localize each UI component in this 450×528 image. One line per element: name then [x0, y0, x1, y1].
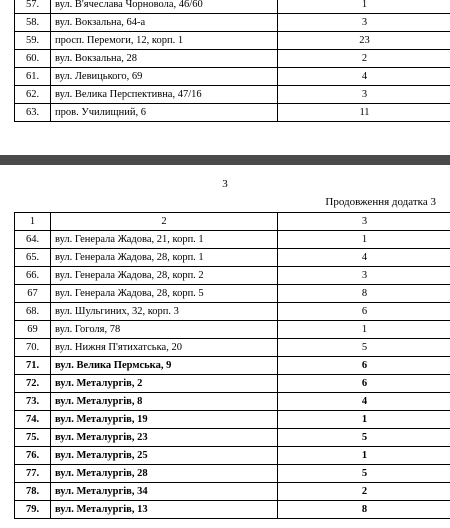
row-address: вул. Генерала Жадова, 21, корп. 1 [51, 231, 278, 249]
row-address: вул. Генерала Жадова, 28, корп. 5 [51, 285, 278, 303]
row-address: вул. Вокзальна, 64-а [51, 14, 278, 32]
row-count: 5 [278, 429, 450, 447]
table-row [15, 411, 450, 429]
row-address: вул. В'ячеслава Чорновола, 46/60 [51, 0, 278, 14]
row-count: 4 [278, 68, 450, 86]
table-row [15, 267, 450, 285]
row-address: просп. Перемоги, 12, корп. 1 [51, 32, 278, 50]
row-count: 4 [278, 393, 450, 411]
table-row [15, 483, 450, 501]
continuation-label: Продовження додатка 3 [325, 196, 436, 208]
table-row [15, 231, 450, 249]
table-row [15, 14, 450, 32]
row-address: вул. Левицького, 69 [51, 68, 278, 86]
row-count: 3 [278, 267, 450, 285]
table-row [15, 429, 450, 447]
row-address: вул. Металургів, 28 [51, 465, 278, 483]
row-number: 76. [15, 447, 51, 465]
table-row [15, 393, 450, 411]
row-count: 23 [278, 32, 450, 50]
row-address: вул. Велика Перспективна, 47/16 [51, 86, 278, 104]
row-count: 4 [278, 249, 450, 267]
row-count: 1 [278, 447, 450, 465]
row-address: вул. Металургів, 19 [51, 411, 278, 429]
row-count: 11 [278, 104, 450, 122]
table-row [15, 339, 450, 357]
row-count: 6 [278, 303, 450, 321]
row-count: 2 [278, 483, 450, 501]
header-row [15, 213, 450, 231]
row-number: 70. [15, 339, 51, 357]
row-number: 78. [15, 483, 51, 501]
row-number: 68. [15, 303, 51, 321]
row-count: 8 [278, 285, 450, 303]
row-number: 73. [15, 393, 51, 411]
header-cell: 1 [15, 213, 51, 231]
row-number: 67 [15, 285, 51, 303]
table-row [15, 0, 450, 14]
row-address: вул. Металургів, 25 [51, 447, 278, 465]
row-count: 3 [278, 86, 450, 104]
bottom-table [14, 212, 450, 519]
row-address: вул. Велика Пермська, 9 [51, 357, 278, 375]
row-number: 72. [15, 375, 51, 393]
top-table [14, 0, 450, 122]
table-row [15, 249, 450, 267]
row-count: 1 [278, 0, 450, 14]
table-row [15, 285, 450, 303]
table-row [15, 32, 450, 50]
row-number: 69 [15, 321, 51, 339]
table-row [15, 501, 450, 519]
row-number: 71. [15, 357, 51, 375]
row-count: 1 [278, 231, 450, 249]
table-row [15, 321, 450, 339]
row-count: 6 [278, 357, 450, 375]
table-row [15, 50, 450, 68]
row-address: вул. Металургів, 13 [51, 501, 278, 519]
table-row [15, 303, 450, 321]
table-row [15, 357, 450, 375]
header-cell: 3 [278, 213, 450, 231]
row-address: вул. Генерала Жадова, 28, корп. 1 [51, 249, 278, 267]
row-number: 58. [15, 14, 51, 32]
table-row [15, 465, 450, 483]
row-address: вул. Металургів, 23 [51, 429, 278, 447]
page-number: 3 [222, 178, 228, 190]
row-number: 79. [15, 501, 51, 519]
row-count: 1 [278, 411, 450, 429]
table-row [15, 447, 450, 465]
table-row [15, 104, 450, 122]
row-address: вул. Генерала Жадова, 28, корп. 2 [51, 267, 278, 285]
row-count: 2 [278, 50, 450, 68]
row-address: вул. Нижня П'ятихатська, 20 [51, 339, 278, 357]
row-number: 65. [15, 249, 51, 267]
page-divider [0, 155, 450, 165]
row-number: 75. [15, 429, 51, 447]
row-number: 59. [15, 32, 51, 50]
row-address: вул. Металургів, 34 [51, 483, 278, 501]
row-number: 74. [15, 411, 51, 429]
row-count: 3 [278, 14, 450, 32]
row-count: 5 [278, 339, 450, 357]
row-address: вул. Металургів, 8 [51, 393, 278, 411]
row-number: 63. [15, 104, 51, 122]
row-count: 8 [278, 501, 450, 519]
row-address: вул. Металургів, 2 [51, 375, 278, 393]
row-number: 62. [15, 86, 51, 104]
table-row [15, 68, 450, 86]
table-row [15, 86, 450, 104]
header-cell: 2 [51, 213, 278, 231]
table-row [15, 375, 450, 393]
row-number: 60. [15, 50, 51, 68]
row-address: вул. Вокзальна, 28 [51, 50, 278, 68]
row-address: пров. Училищний, 6 [51, 104, 278, 122]
row-number: 77. [15, 465, 51, 483]
row-number: 64. [15, 231, 51, 249]
row-count: 1 [278, 321, 450, 339]
row-number: 66. [15, 267, 51, 285]
row-address: вул. Гоголя, 78 [51, 321, 278, 339]
row-count: 5 [278, 465, 450, 483]
row-count: 6 [278, 375, 450, 393]
row-number: 57. [15, 0, 51, 14]
row-address: вул. Шульгиних, 32, корп. 3 [51, 303, 278, 321]
row-number: 61. [15, 68, 51, 86]
